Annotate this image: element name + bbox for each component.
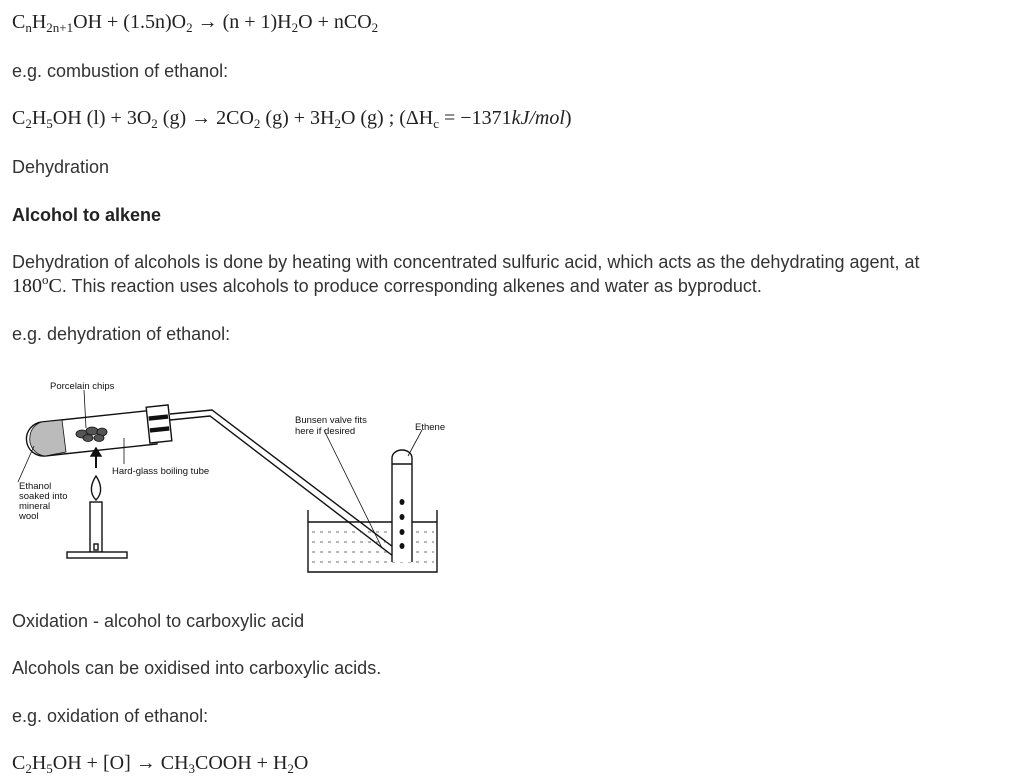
dehydration-paragraph-line2: 180$^o$C. This reaction uses alcohols to produce corresponding alkenes and water as byproduct. xyxy=(12,272,762,297)
flame-shape xyxy=(91,476,100,500)
general-combustion-equation: $C_nH_{2n+1}OH + (1.5n)O_2 \to (n + 1)H_2O + nCO_2$ xyxy=(12,11,379,35)
label-ethene: Ethene xyxy=(415,422,446,433)
dehydration-heading: Dehydration xyxy=(12,157,110,177)
dehydration-apparatus-diagram xyxy=(12,372,462,582)
delivery-tube-shape xyxy=(170,410,397,550)
stopper-shape xyxy=(146,405,172,443)
ethanol-oxidation-equation: $C_2H_5OH + [O]$ → $CH_3COOH + H_2O$ xyxy=(12,752,309,776)
label-ethanol-2: soaked into xyxy=(19,491,68,502)
eg-combustion-text: e.g. combustion of ethanol: xyxy=(12,61,229,81)
alcohol-to-alkene-heading: Alcohol to alkene xyxy=(12,205,162,225)
label-bunsen-valve-2: here if desired xyxy=(295,426,356,437)
oxidation-paragraph: Alcohols can be oxidised into carboxylic acids. xyxy=(12,658,382,678)
dehydration-paragraph-line1: Dehydration of alcohols is done by heating with concentrated sulfuric acid, which acts as the dehydrating agent, at xyxy=(12,252,920,272)
eg-oxidation-text: e.g. oxidation of ethanol: xyxy=(12,706,209,726)
label-ethanol-1: Ethanol xyxy=(19,481,52,492)
mineral-wool-shape xyxy=(30,420,66,456)
label-porcelain-chips: Porcelain chips xyxy=(50,381,115,392)
label-boiling-tube: Hard-glass boiling tube xyxy=(112,466,210,477)
ethanol-combustion-equation: $C_2H_5OH$ $(l) + 3O_2$ $(g) \to 2CO_2$ $(g) + 3H_2O$ (g) ; $(\Delta H_c = -1371kJ/mol)$ xyxy=(12,107,572,131)
eg-dehydration-text: e.g. dehydration of ethanol: xyxy=(12,324,231,344)
oxidation-heading: Oxidation - alcohol to carboxylic acid xyxy=(12,611,305,631)
temperature-value: 180$^o$C xyxy=(12,272,62,297)
label-ethanol-4: wool xyxy=(19,511,39,522)
label-bunsen-valve-1: Bunsen valve fits xyxy=(295,415,367,426)
label-ethanol-3: mineral xyxy=(19,501,51,512)
